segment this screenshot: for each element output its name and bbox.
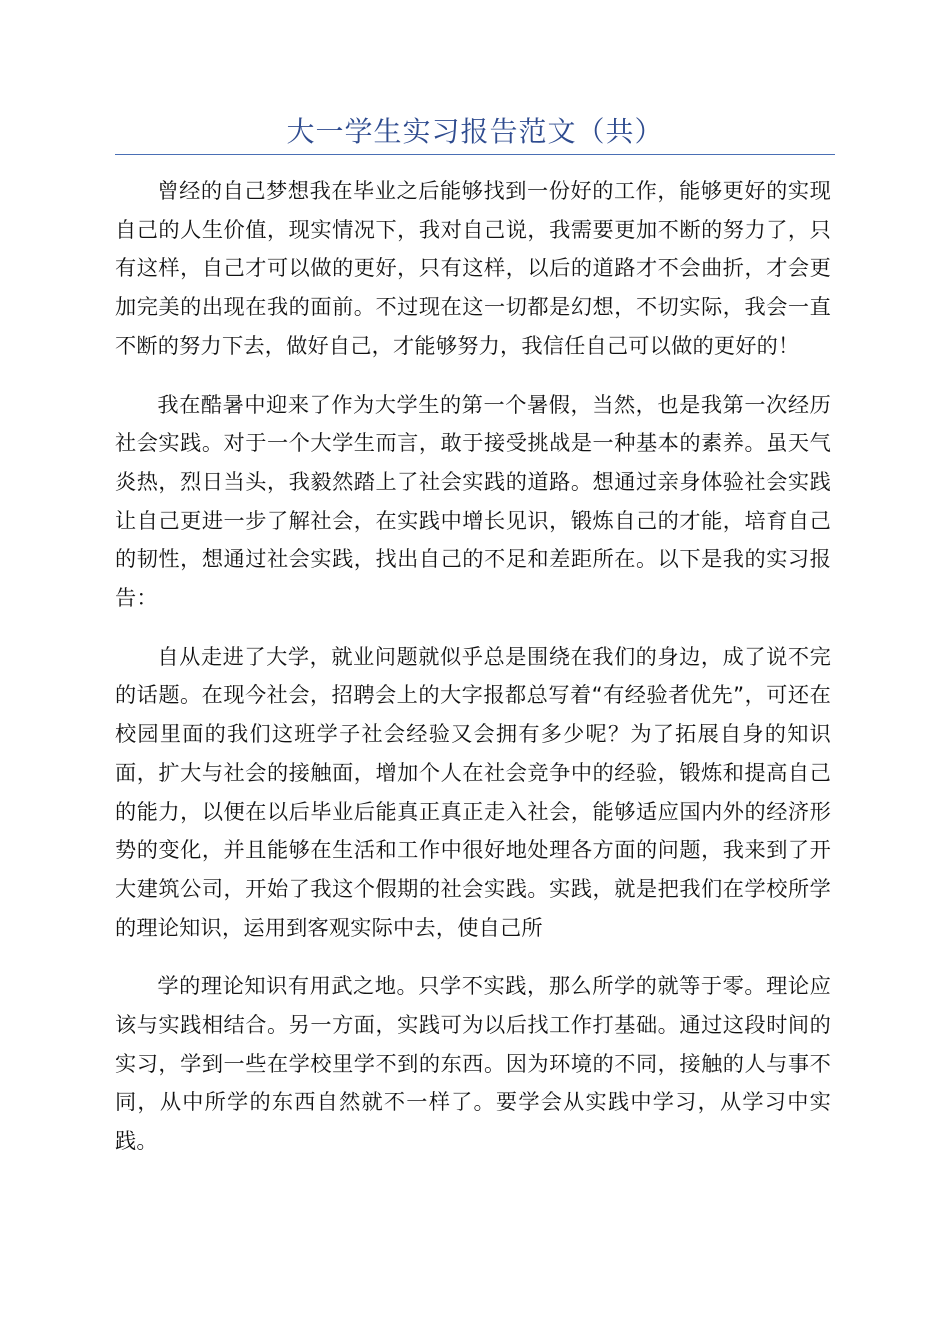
title-underline [115, 154, 835, 155]
paragraph-4: 学的理论知识有用武之地。只学不实践，那么所学的就等于零。理论应该与实践相结合。另一方面，实践可为以后找工作打基础。通过这段时间的实习，学到一些在学校里学不到的东西。因为环境的不同，接触的人与事不同，从中所学的东西自然就不一样了。要学会从实践中学习，从学习中实践。 [115, 973, 831, 1154]
paragraph-1: 曾经的自己梦想我在毕业之后能够找到一份好的工作，能够更好的实现自己的人生价值，现实情况下，我对自己说，我需要更加不断的努力了，只有这样，自己才可以做的更好，只有这样，以后的道路才不会曲折，才会更加完美的出现在我的面前。不过现在这一切都是幻想，不切实际，我会一直不断的努力下去，做好自己，才能够努力，我信任自己可以做的更好的！ [115, 178, 831, 358]
document-body [115, 172, 831, 1181]
paragraph-3: 自从走进了大学，就业问题就似乎总是围绕在我们的身边，成了说不完的话题。在现今社会，招聘会上的大字报都总写着“有经验者优先”，可还在校园里面的我们这班学子社会经验又会拥有多少呢？为了拓展自身的知识面，扩大与社会的接触面，增加个人在社会竞争中的经验，锻炼和提高自己的能力，以便在以后毕业后能真正真正走入社会，能够适应国内外的经济形势的变化，并且能够在生活和工作中很好地处理各方面的问题，我来到了开大建筑公司，开始了我这个假期的社会实践。实践，就是把我们在学校所学的理论知识，运用到客观实际中去，使自己所 [115, 643, 831, 940]
paragraph-2: 我在酷暑中迎来了作为大学生的第一个暑假，当然，也是我第一次经历社会实践。对于一个大学生而言，敢于接受挑战是一种基本的素养。虽天气炎热，烈日当头，我毅然踏上了社会实践的道路。想通过亲身体验社会实践让自己更进一步了解社会，在实践中增长见识，锻炼自己的才能，培育自己的韧性，想通过社会实践，找出自己的不足和差距所在。以下是我的实习报告： [115, 391, 831, 611]
document-title: 大一学生实习报告范文（共） [286, 115, 664, 148]
